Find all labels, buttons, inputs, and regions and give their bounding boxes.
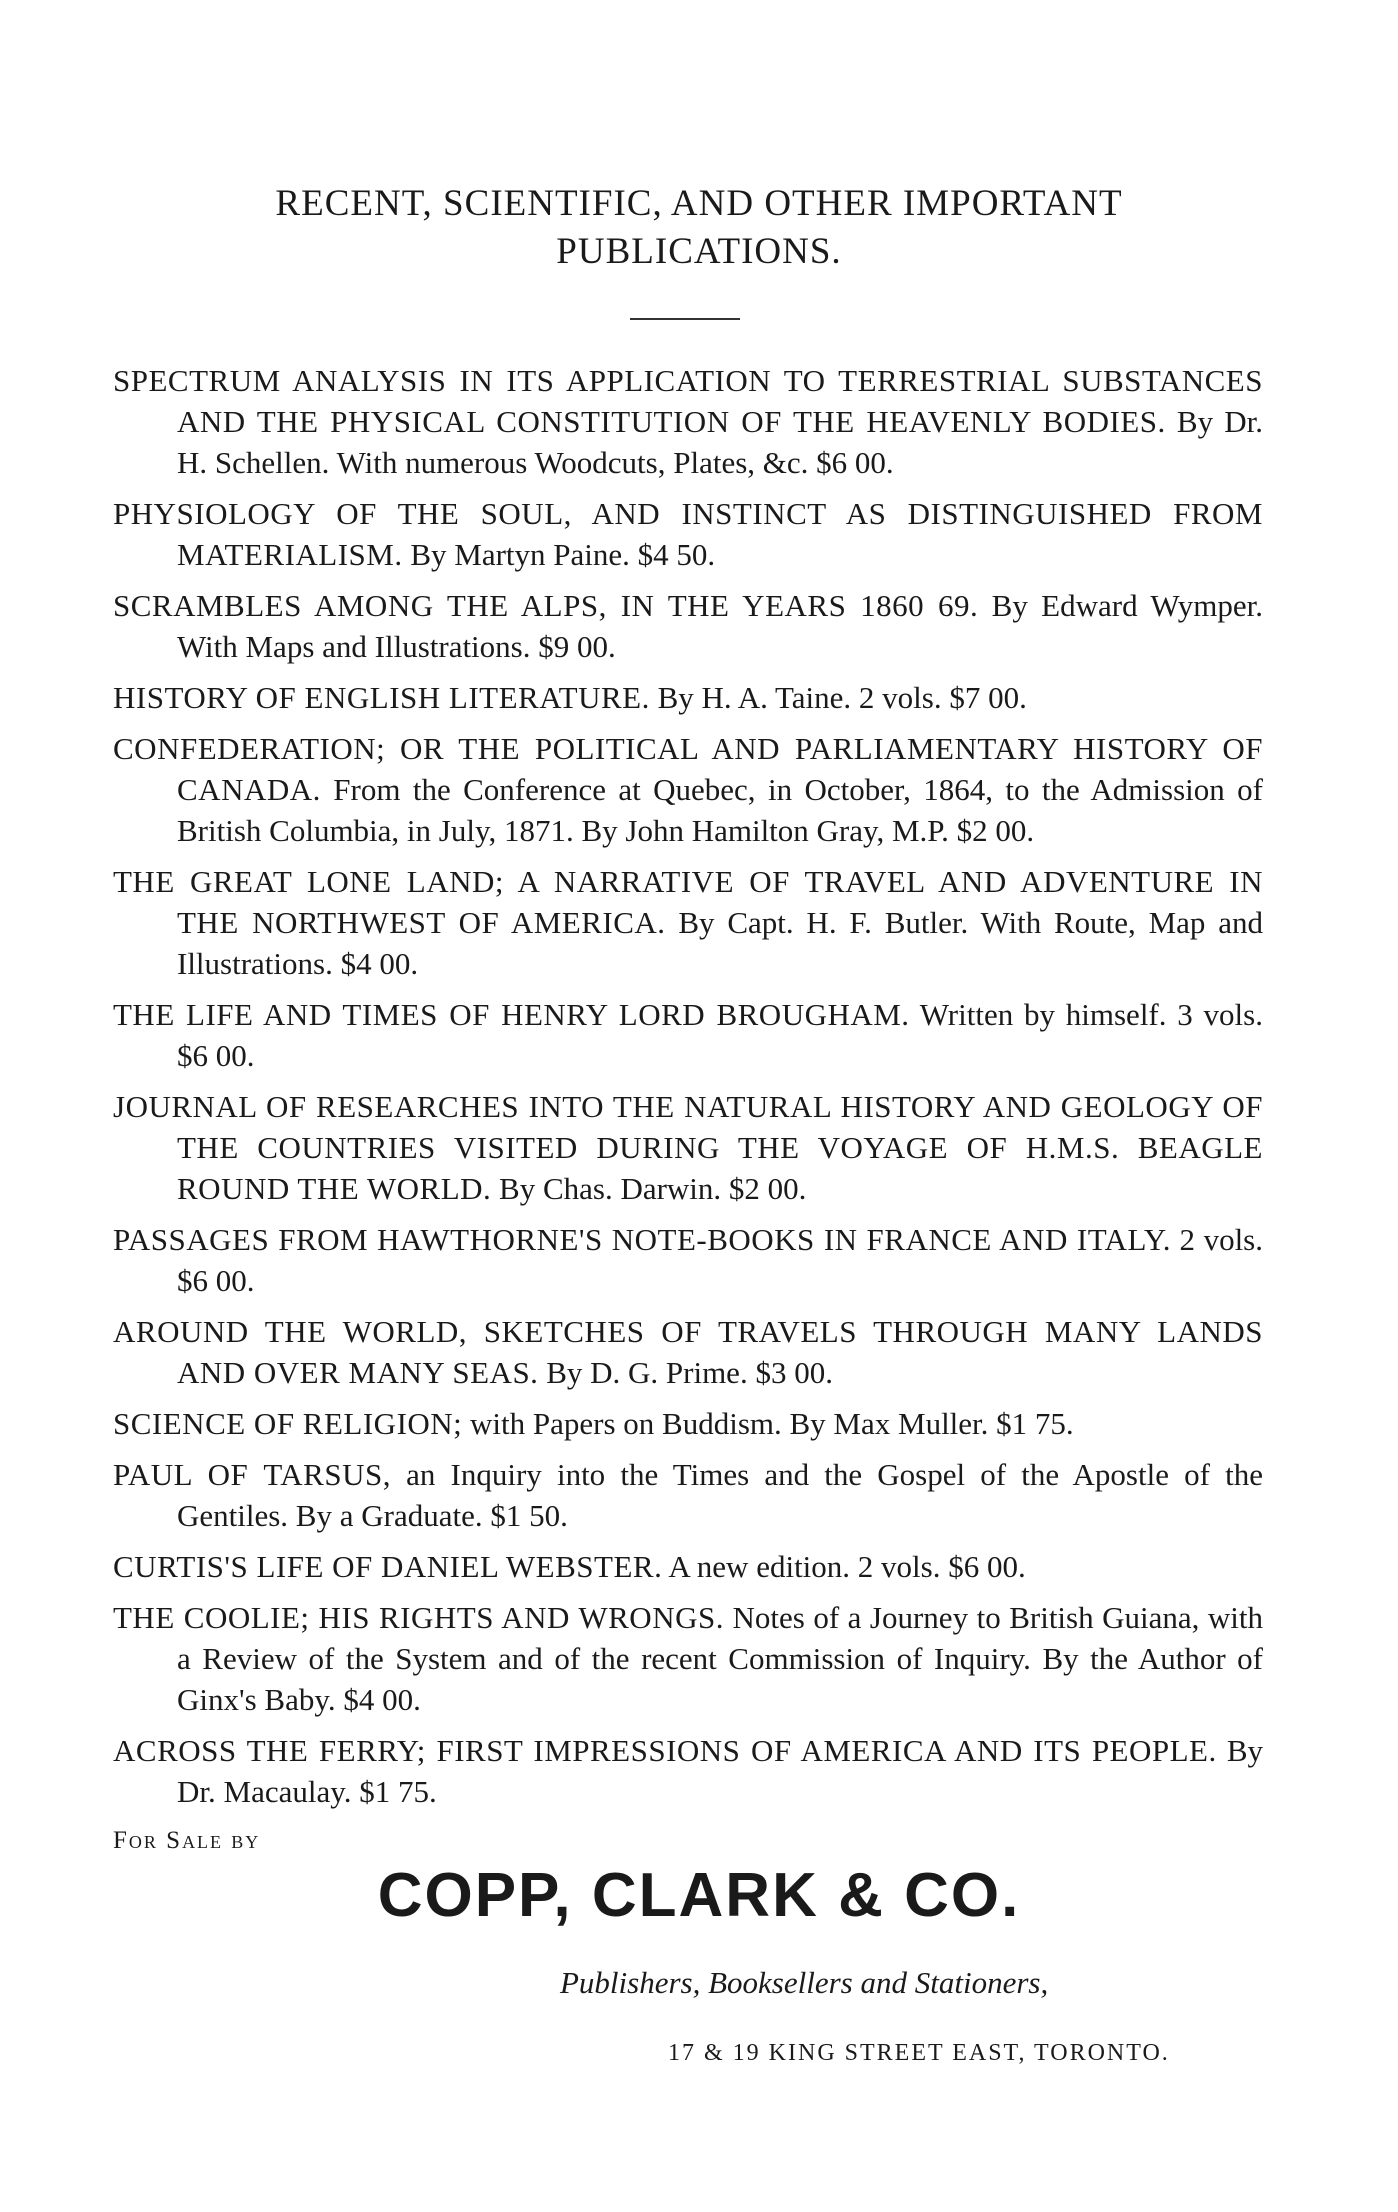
- entry-detail: By Martyn Paine. $4 50.: [410, 537, 716, 572]
- entry-detail: By Chas. Darwin. $2 00.: [499, 1171, 807, 1206]
- entry-detail: By Capt. H. F. Butler. With Route, Map and Illustrations. $4 00.: [177, 905, 1264, 981]
- publication-entry: [113, 728, 1263, 851]
- publication-list: [113, 360, 1263, 1822]
- entry-title: ACROSS THE FERRY; FIRST IMPRESSIONS OF AMERICA AND ITS PEOPLE.: [113, 1733, 1217, 1768]
- entry-title: PAUL OF TARSUS,: [113, 1457, 391, 1492]
- for-sale-label: For Sale by: [113, 1827, 261, 1854]
- publication-entry: [113, 1597, 1263, 1720]
- entry-title: HISTORY OF ENGLISH LITERATURE.: [113, 680, 650, 715]
- publication-entry: [113, 1546, 1263, 1587]
- publication-entry: [113, 994, 1263, 1076]
- publisher-trade: Publishers, Booksellers and Stationers,: [560, 1965, 1049, 2000]
- publication-entry: [113, 1219, 1263, 1301]
- entry-title: SPECTRUM ANALYSIS IN ITS APPLICATION TO TERRESTRIAL SUBSTANCES AND THE PHYSICAL CONSTITUTION OF THE HEAVENLY BODIES.: [113, 363, 1263, 439]
- entry-detail: By Dr. H. Schellen. With numerous Woodcuts, Plates, &c. $6 00.: [177, 404, 1264, 480]
- page-heading: [0, 180, 1398, 276]
- entry-detail: By H. A. Taine. 2 vols. $7 00.: [657, 680, 1027, 715]
- publication-entry: [113, 493, 1263, 575]
- entry-title: PASSAGES FROM HAWTHORNE'S NOTE-BOOKS IN FRANCE AND ITALY.: [113, 1222, 1172, 1257]
- entry-title: THE COOLIE; HIS RIGHTS AND WRONGS.: [113, 1600, 724, 1635]
- heading-line-1: RECENT, SCIENTIFIC, AND OTHER IMPORTANT: [275, 183, 1123, 224]
- publication-entry: [113, 1086, 1263, 1209]
- heading-line-2: PUBLICATIONS.: [556, 231, 842, 272]
- entry-detail: By Dr. Macaulay. $1 75.: [177, 1733, 1263, 1809]
- entry-detail: By D. G. Prime. $3 00.: [546, 1355, 833, 1390]
- publication-entry: [113, 1311, 1263, 1393]
- entry-title: CURTIS'S LIFE OF DANIEL WEBSTER.: [113, 1549, 663, 1584]
- entry-title: AROUND THE WORLD, SKETCHES OF TRAVELS THROUGH MANY LANDS AND OVER MANY SEAS.: [113, 1314, 1263, 1390]
- entry-detail: Notes of a Journey to British Guiana, with a Review of the System and of the recent Commission of Inquiry. By the Author of Ginx's Baby. $4 00.: [177, 1600, 1264, 1717]
- publication-entry: [113, 1454, 1263, 1536]
- entry-title: SCRAMBLES AMONG THE ALPS, IN THE YEARS 1860 69.: [113, 588, 979, 623]
- entry-detail: with Papers on Buddism. By Max Muller. $1 75.: [470, 1406, 1074, 1441]
- ornamental-rule: [630, 318, 740, 320]
- entry-title: THE GREAT LONE LAND; A NARRATIVE OF TRAVEL AND ADVENTURE IN THE NORTHWEST OF AMERICA.: [113, 864, 1263, 940]
- entry-title: SCIENCE OF RELIGION;: [113, 1406, 463, 1441]
- publication-entry: [113, 861, 1263, 984]
- publication-entry: [113, 360, 1263, 483]
- entry-detail: A new edition. 2 vols. $6 00.: [668, 1549, 1026, 1584]
- publisher-address: 17 & 19 KING STREET EAST, TORONTO.: [668, 2040, 1170, 2066]
- publication-entry: [113, 677, 1263, 718]
- entry-title: JOURNAL OF RESEARCHES INTO THE NATURAL HISTORY AND GEOLOGY OF THE COUNTRIES VISITED DURING THE VOYAGE OF H.M.S. BEAGLE ROUND THE WORLD.: [113, 1089, 1263, 1206]
- publication-entry: [113, 1403, 1263, 1444]
- publication-entry: [113, 585, 1263, 667]
- entry-detail: Written by himself. 3 vols. $6 00.: [177, 997, 1263, 1073]
- entry-title: CONFEDERATION; OR THE POLITICAL AND PARLIAMENTARY HISTORY OF CANADA.: [113, 731, 1263, 807]
- entry-detail: an Inquiry into the Times and the Gospel of the Apostle of the Gentiles. By a Graduate. $1 50.: [177, 1457, 1263, 1533]
- publication-entry: [113, 1730, 1263, 1812]
- entry-title: THE LIFE AND TIMES OF HENRY LORD BROUGHAM.: [113, 997, 910, 1032]
- entry-detail: 2 vols. $6 00.: [177, 1222, 1263, 1298]
- publisher-name: COPP, CLARK & CO.: [377, 1861, 1021, 1930]
- entry-title: PHYSIOLOGY OF THE SOUL, AND INSTINCT AS DISTINGUISHED FROM MATERIALISM.: [113, 496, 1263, 572]
- entry-detail: By Edward Wymper. With Maps and Illustrations. $9 00.: [177, 588, 1264, 664]
- entry-detail: From the Conference at Quebec, in October, 1864, to the Admission of British Columbia, in July, 1871. By John Hamilton Gray, M.P. $2 00.: [177, 772, 1263, 848]
